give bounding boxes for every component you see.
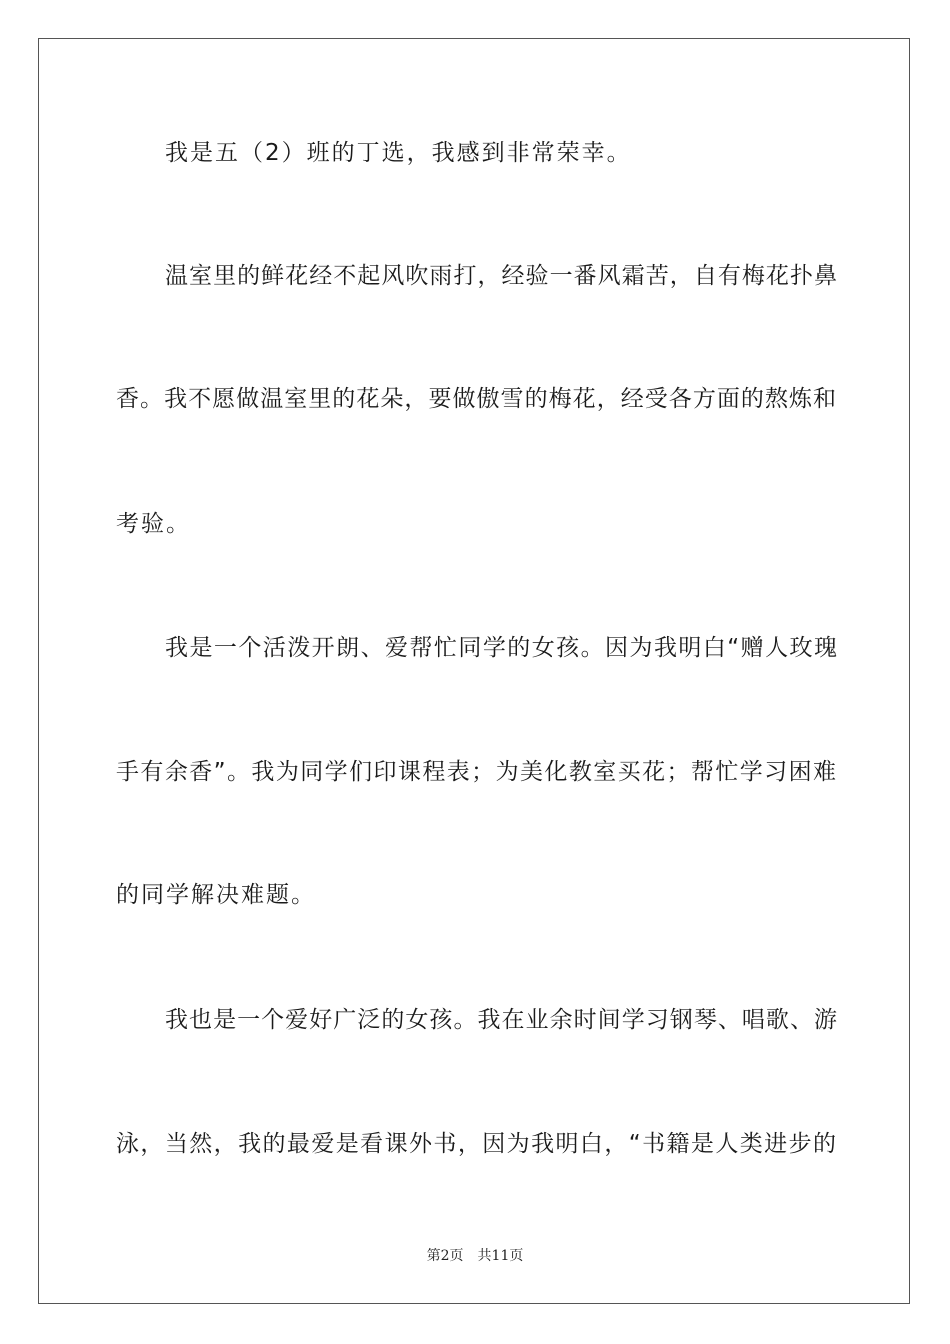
- paragraph-2-line-1: 温室里的鲜花经不起风吹雨打，经验一番风霜苦，自有梅花扑鼻: [165, 263, 837, 289]
- page-total: 共11页: [477, 1248, 524, 1264]
- paragraph-1-line-1: 我是五（2）班的丁选，我感到非常荣幸。: [165, 140, 632, 166]
- page-number: 第2页: [426, 1248, 464, 1264]
- paragraph-3-line-3: 的同学解决难题。: [116, 882, 316, 908]
- paragraph-4-line-1: 我也是一个爱好广泛的女孩。我在业余时间学习钢琴、唱歌、游: [165, 1007, 837, 1033]
- paragraph-3-line-2: 手有余香”。我为同学们印课程表；为美化教室买花；帮忙学习困难: [116, 759, 836, 785]
- paragraph-2-line-3: 考验。: [116, 511, 191, 537]
- paragraph-2-line-2: 香。我不愿做温室里的花朵，要做傲雪的梅花，经受各方面的熬炼和: [116, 386, 836, 412]
- paragraph-3-line-1: 我是一个活泼开朗、爱帮忙同学的女孩。因为我明白“赠人玫瑰: [165, 635, 837, 661]
- paragraph-4-line-2: 泳，当然，我的最爱是看课外书，因为我明白，“书籍是人类进步的: [116, 1131, 836, 1157]
- page-border: [38, 38, 910, 1304]
- page-footer: [0, 1247, 950, 1265]
